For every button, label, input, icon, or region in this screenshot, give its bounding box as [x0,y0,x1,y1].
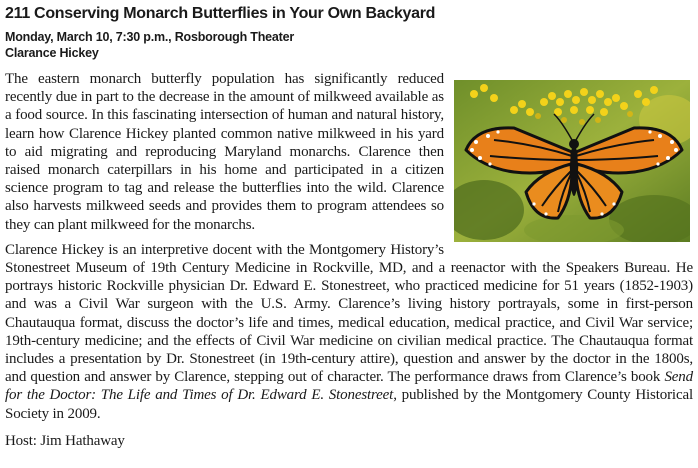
presenter-name: Clarance Hickey [5,46,99,60]
course-title: 211 Conserving Monarch Butterflies in Your Own Backyard [5,5,436,22]
bio-text-tail: , published by the Montgomery County Historical Society in 2009. [5,387,693,422]
description-paragraph: The eastern monarch butterfly population has significantly reduced recently due in part to the decrease in the amount of milkweed available as a food source. In this fascinating intersection of human and natural history, learn how Clarence Hickey planted common native milkweed in his yard to aid migrating and reproducing Maryland monarchs. Clarence then raised monarch caterpillars in his home and participated in a citizen science program to tag and release the butterflies into the wild. Clarence also harvests milkweed seeds and provides them to program attendees so they can plant milkweed for the monarchs. [5,71,444,233]
host-line: Host: Jim Hathaway [5,432,125,449]
presenter-bio-paragraph [5,241,693,423]
monarch-butterfly-photo [454,80,690,242]
event-datetime: Monday, March 10, 7:30 p.m., Rosborough Theater [5,30,295,44]
book-title: Send for the Doctor: The Life and Times of Dr. Edward E. Stonestreet [5,369,693,404]
bio-text: Clarence Hickey is an interpretive docent with the Montgomery History’s Stonestreet Museum of 19th Century Medicine in Rockville, MD, and a reenactor with the Speakers Bureau. He portrays historic Rockville physician Dr. Edward E. Stonestreet, who practiced medicine for 51 years (1852-1903) and was a Civil War surgeon with the U.S. Army. Clarence’s living history portrayals, some in first-person Chautauqua format, discuss the doctor’s life and times, medical education, medical practice, and Civil War service; 19th-century medicine; and the effects of Civil War medicine on civilian medical practice. The Chautauqua format includes a presentation by Dr. Stonestreet (in 19th-century attire), question and answer by the doctor in the 1800s, and question and answer by Clarence, stepping out of character. The performance draws from Clarence’s book [5,241,693,386]
